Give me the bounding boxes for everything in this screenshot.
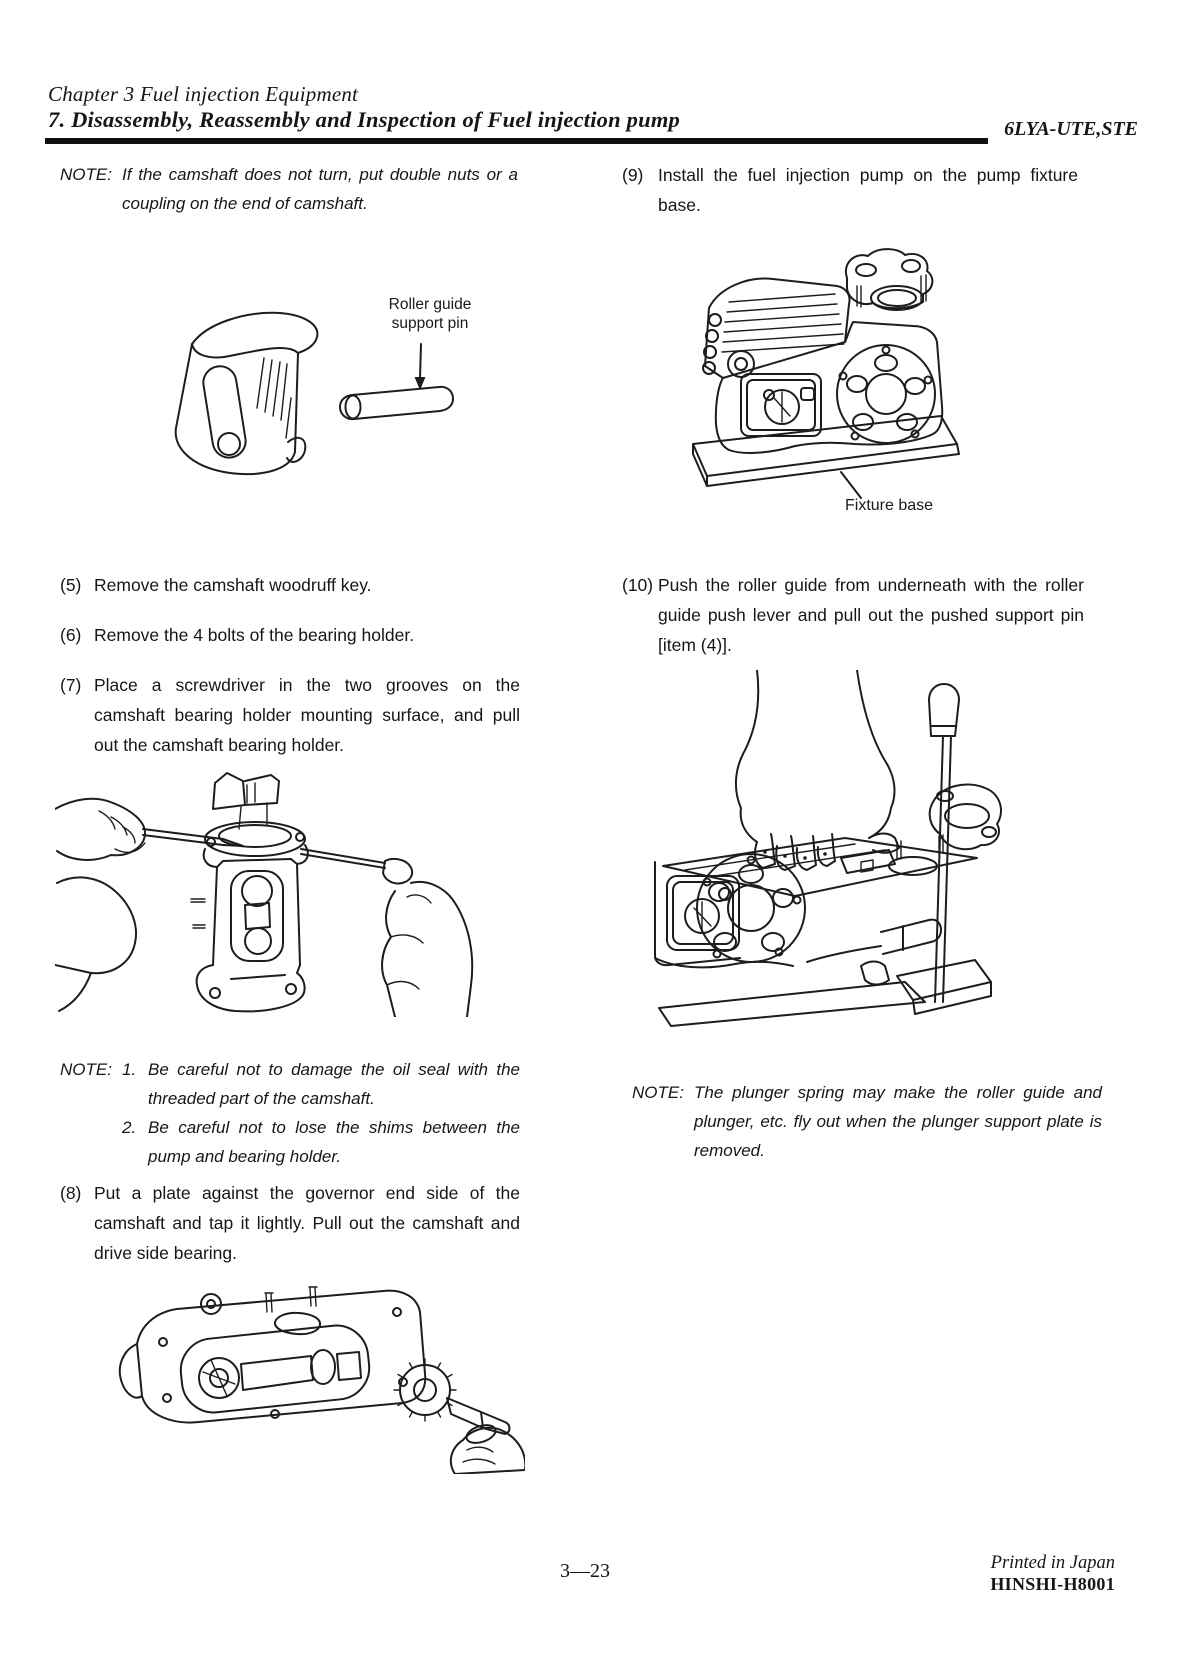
step-text: Remove the 4 bolts of the bearing holder.: [94, 625, 415, 645]
step-6: [60, 620, 520, 650]
printed-in-japan: Printed in Japan: [990, 1553, 1115, 1573]
step-10: [622, 570, 1084, 660]
step-7: [60, 670, 520, 760]
note-label: NOTE:: [60, 1060, 112, 1079]
note-camshaft: [60, 160, 518, 218]
note-item-1: [122, 1055, 520, 1113]
bearing-holder-pry-drawing: [55, 765, 475, 1017]
note-item-2: [122, 1113, 520, 1171]
header-rule: [45, 138, 988, 144]
step-number: (10): [622, 575, 654, 595]
bearing-holder-pry-figure: [55, 765, 475, 1017]
camshaft-pull-figure: [115, 1282, 525, 1474]
step-5: [60, 570, 520, 600]
print-code: HINSHI-H8001: [990, 1574, 1115, 1594]
roller-guide-push-drawing: [645, 670, 1005, 1032]
fixture-base-caption: Fixture base: [845, 497, 934, 514]
step-number: (9): [622, 165, 644, 185]
note-item-number: 2.: [122, 1118, 137, 1137]
note-item-text: Be careful not to lose the shims between the pump and bearing holder.: [148, 1118, 520, 1166]
page-number: 3—23: [560, 1560, 610, 1582]
note-text: If the camshaft does not turn, put double nuts or a coupling on the end of camshaft.: [122, 165, 518, 213]
step-number: (8): [60, 1183, 82, 1203]
step-number: (7): [60, 675, 82, 695]
step-text: Put a plate against the governor end side of the camshaft and tap it lightly. Pull out the camshaft and drive side bearing.: [94, 1183, 520, 1263]
note-item-number: 1.: [122, 1060, 137, 1079]
step-number: (5): [60, 575, 82, 595]
printed-info: [950, 1553, 1115, 1595]
step-text: Remove the camshaft woodruff key.: [94, 575, 372, 595]
note-label: NOTE:: [60, 165, 112, 184]
step-text: Place a screwdriver in the two grooves on the camshaft bearing holder mounting surface, and pull out the camshaft bearing holder.: [94, 675, 520, 755]
camshaft-pull-drawing: [115, 1282, 525, 1474]
roller-guide-pin-caption: [350, 295, 510, 333]
note-label: NOTE:: [632, 1083, 684, 1102]
chapter-heading: Chapter 3 Fuel injection Equipment: [48, 82, 359, 106]
section-heading: 7. Disassembly, Reassembly and Inspection of Fuel injection pump: [48, 107, 680, 132]
step-text: Push the roller guide from underneath with the roller guide push lever and pull out the pushed support pin [item (4)].: [658, 575, 1084, 655]
note-careful: [60, 1055, 520, 1171]
step-9: [622, 160, 1078, 220]
step-8: [60, 1178, 520, 1268]
model-code: 6LYA-UTE,STE: [1004, 118, 1138, 140]
note-plunger: [632, 1078, 1102, 1165]
pump-on-fixture-drawing: [685, 246, 967, 508]
pump-on-fixture-figure: [685, 246, 967, 508]
note-text: The plunger spring may make the roller guide and plunger, etc. fly out when the plunger support plate is removed.: [694, 1083, 1102, 1160]
caption-line-1: Roller guide: [388, 296, 472, 313]
roller-guide-push-figure: [645, 670, 1005, 1032]
step-number: (6): [60, 625, 82, 645]
caption-line-2: support pin: [391, 315, 469, 332]
note-item-text: Be careful not to damage the oil seal with the threaded part of the camshaft.: [148, 1060, 520, 1108]
step-text: Install the fuel injection pump on the pump fixture base.: [658, 165, 1078, 215]
